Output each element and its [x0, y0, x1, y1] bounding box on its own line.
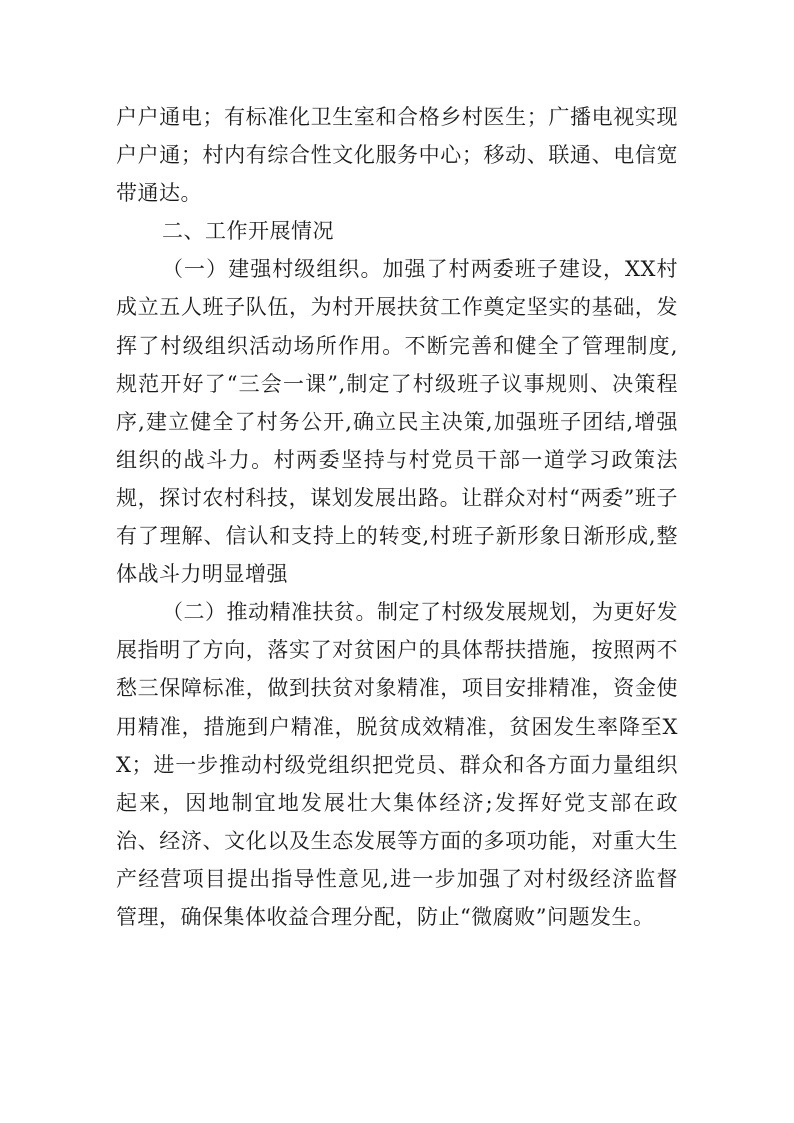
paragraph-utilities: 户户通电；有标准化卫生室和合格乡村医生；广播电视实现户户通；村内有综合性文化服务中心；移动、联通、电信宽带通达。: [116, 105, 678, 206]
paragraph-poverty-alleviation: （二）推动精准扶贫。制定了村级发展规划，为更好发展指明了方向，落实了对贫困户的具体帮扶措施，按照两不愁三保障标准，做到扶贫对象精准，项目安排精准，资金使用精准，措施到户精准，脱贫成效精准，贫困发生率降至XX；进一步推动村级党组织把党员、群众和各方面力量组织起来，因地制宜地发展壮大集体经济;发挥好党支部在政治、经济、文化以及生态发展等方面的多项功能，对重大生产经营项目提出指导性意见,进一步加强了对村级经济监督管理，确保集体收益合理分配，防止“微腐败”问题发生。: [116, 600, 678, 929]
document-body: [116, 98, 678, 936]
paragraph-village-organization: （一）建强村级组织。加强了村两委班子建设，XX村成立五人班子队伍，为村开展扶贫工作奠定坚实的基础，发挥了村级组织活动场所作用。不断完善和健全了管理制度,规范开好了“三会一课”,制定了村级班子议事规则、决策程序,建立健全了村务公开,确立民主决策,加强班子团结,增强组织的战斗力。村两委坚持与村党员干部一道学习政策法规，探讨农村科技，谋划发展出路。让群众对村“两委”班子有了理解、信认和支持上的转变,村班子新形象日渐形成,整体战斗力明显增强: [116, 257, 678, 587]
section-heading-work-progress: 二、工作开展情况: [162, 219, 334, 244]
